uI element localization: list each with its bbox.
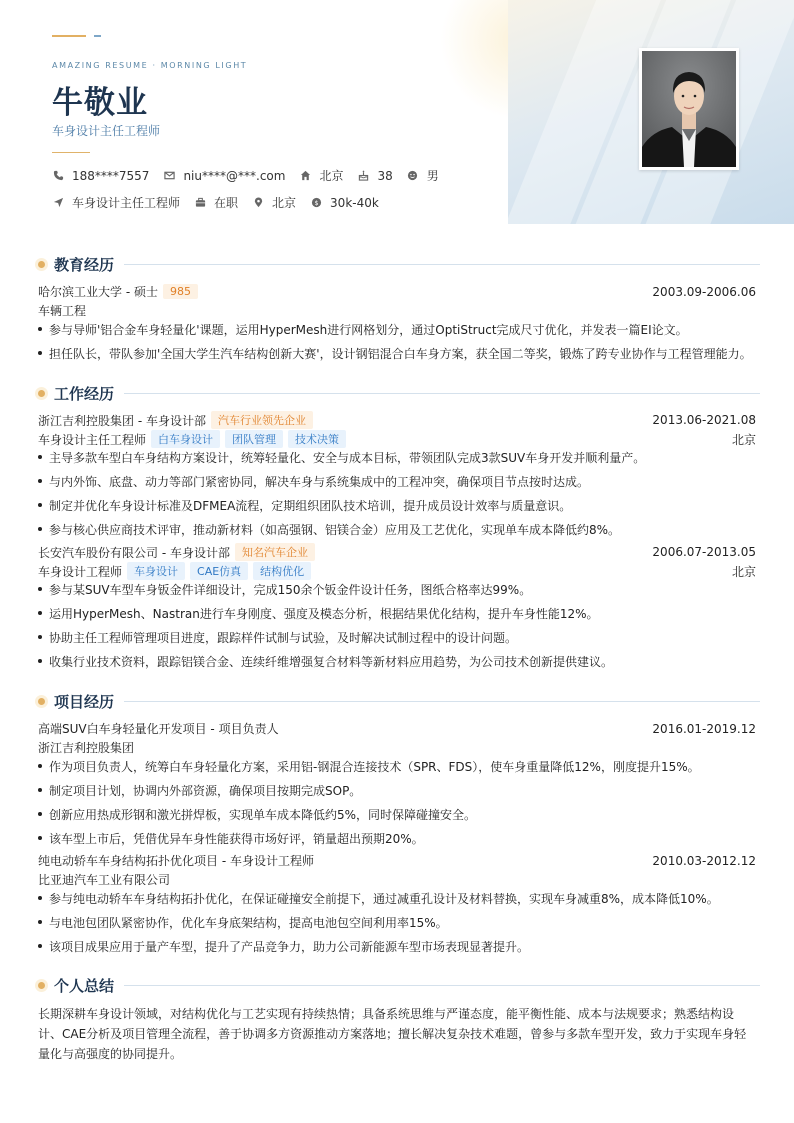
work-role-row [38,430,756,448]
work-entry-header [38,543,756,561]
phone-icon [52,170,64,182]
section-label: 项目经历 [54,693,115,711]
list-item: 担任队长，带队参加'全国大学生汽车结构创新大赛'，设计钢铝混合白车身方案，获全国二等奖，锻炼了跨专业协作与工程管理能力。 [38,345,767,362]
company-tag: 汽车行业领先企业 [211,411,313,429]
work-date: 2006.07-2013.05 [652,545,756,559]
divider [52,152,90,153]
skill-tag: 车身设计 [127,562,185,580]
skill-tag: 结构优化 [253,562,311,580]
role: 车身设计主任工程师 [38,432,147,447]
list-item: 参与某SUV车型车身钣金件详细设计，完成150余个钣金件设计任务，图纸合格率达99%。 [38,581,767,598]
skill-tag: 白车身设计 [151,430,220,448]
project-org-row [38,739,756,756]
candidate-name: 牛敬业 [52,85,148,121]
list-item: 制定项目计划，协调内外部资源，确保项目按期完成SOP。 [38,782,767,799]
salary-text: 30k-40k [330,195,379,210]
target-city-text: 北京 [272,196,297,210]
education-date: 2003.09-2006.06 [652,284,756,299]
project-org: 浙江吉利控股集团 [38,741,135,755]
skill-tag: CAE仿真 [190,562,248,580]
email-text: niu****@***.com [183,168,286,183]
work-city: 北京 [731,432,756,447]
school-name: 哈尔滨工业大学 - 硕士 [38,285,158,299]
project-date: 2010.03-2012.12 [652,853,756,868]
section-dot [38,390,45,397]
section-rule [124,701,760,702]
job-intent-row [52,194,393,211]
contact-row [52,167,453,184]
section-dot [38,261,45,268]
section-label: 工作经历 [54,385,115,403]
section-rule [124,985,760,986]
list-item: 运用HyperMesh、Nastran进行车身刚度、强度及模态分析，根据结果优化结构，提升车身性能12%。 [38,605,767,622]
section-label: 个人总结 [54,977,115,995]
cake-icon [357,170,369,182]
section-projects-title [34,691,760,712]
list-item: 主导多款车型白车身结构方案设计，统筹轻量化、安全与成本目标，带领团队完成3款SUV车身开发并顺利量产。 [38,449,767,466]
coin-icon [310,197,322,209]
section-rule [124,393,760,394]
list-item: 作为项目负责人，统筹白车身轻量化方案，采用铝-钢混合连接技术（SPR、FDS），使车身重量降低12%，刚度提升15%。 [38,758,767,775]
list-item: 创新应用热成形钢和激光拼焊板，实现单车成本降低约5%，同时保障碰撞安全。 [38,806,767,823]
age-text: 38 [377,168,393,183]
project-title: 高端SUV白车身轻量化开发项目 - 项目负责人 [38,722,279,736]
list-item: 制定并优化车身设计标准及DFMEA流程，定期组织团队技术培训，提升成员设计效率与质量意识。 [38,497,767,514]
profile-photo [639,48,739,170]
send-icon [52,197,64,209]
work-role-row [38,562,756,580]
list-item: 参与纯电动轿车车身结构拓扑优化，在保证碰撞安全前提下，通过减重孔设计及材料替换，实现车身减重8%，成本降低10%。 [38,890,767,907]
svg-text:$: $ [314,198,319,207]
home-icon [299,170,311,182]
section-label: 教育经历 [54,256,115,274]
gender-text: 男 [426,169,439,183]
list-item: 该车型上市后，凭借优异车身性能获得市场好评，销量超出预期20%。 [38,830,767,847]
skill-tag: 技术决策 [288,430,346,448]
briefcase-icon [194,197,206,209]
phone-text: 188****7557 [72,168,150,183]
resume-header [0,0,794,224]
target-position-text: 车身设计主任工程师 [72,196,181,210]
education-entry-header [38,283,756,300]
list-item: 协助主任工程师管理项目进度，跟踪样件试制与试验，及时解决试制过程中的设计问题。 [38,629,767,646]
eyebrow-text: AMAZING RESUME · MORNING LIGHT [52,61,248,70]
company-name: 长安汽车股份有限公司 - 车身设计部 [38,545,230,560]
hometown-text: 北京 [319,169,344,183]
project-date: 2016.01-2019.12 [652,721,756,736]
summary-text: 长期深耕车身设计领域，对结构优化与工艺实现有持续热情；具备系统思维与严谨态度，能平衡性能、成本与法规要求；熟悉结构设计、CAE分析及项目管理全流程，善于协调多方资源推动方案落地；擅长解决复杂技术难题，曾参与多款车型开发，致力于实现车身轻量化与高强度的协同提升。 [38,1007,747,1061]
section-dot [38,982,45,989]
list-item: 该项目成果应用于量产车型，提升了产品竞争力，助力公司新能源车型市场表现显著提升。 [38,938,767,955]
school-tag: 985 [163,284,198,299]
list-item: 收集行业技术资料，跟踪铝镁合金、连续纤维增强复合材料等新材料应用趋势，为公司技术创新提供建议。 [38,653,767,670]
list-item: 参与导师'铝合金车身轻量化'课题，运用HyperMesh进行网格划分，通过OptiStruct完成尺寸优化，并发表一篇EI论文。 [38,321,767,338]
mail-icon [163,170,175,182]
project-entry-header [38,720,756,737]
job-title: 车身设计主任工程师 [52,124,161,138]
section-dot [38,698,45,705]
section-work-title [34,383,760,404]
section-rule [124,264,760,265]
education-major-row [38,302,756,319]
status-text: 在职 [214,196,239,210]
major: 车辆工程 [38,304,87,318]
work-entry-header [38,411,756,429]
section-education-title [34,254,760,275]
project-entry-header [38,852,756,869]
company-tag: 知名汽车企业 [235,543,315,561]
work-date: 2013.06-2021.08 [652,413,756,427]
project-org-row [38,871,756,888]
list-item: 与电池包团队紧密协作，优化车身底架结构，提高电池包空间利用率15%。 [38,914,767,931]
list-item: 与内外饰、底盘、动力等部门紧密协同，解决车身与系统集成中的工程冲突，确保项目节点按时达成。 [38,473,767,490]
decor-line-blue [94,35,101,37]
decor-line-gold [52,35,86,37]
work-city: 北京 [731,564,756,579]
role: 车身设计工程师 [38,564,123,579]
section-summary-title [34,975,760,996]
list-item: 参与核心供应商技术评审，推动新材料（如高强钢、铝镁合金）应用及工艺优化，实现单车成本降低约8%。 [38,521,767,538]
project-title: 纯电动轿车车身结构拓扑优化项目 - 车身设计工程师 [38,854,314,868]
skill-tag: 团队管理 [225,430,283,448]
location-pin-icon [252,197,264,209]
gender-icon [407,170,419,182]
company-name: 浙江吉利控股集团 - 车身设计部 [38,413,206,428]
project-org: 比亚迪汽车工业有限公司 [38,873,171,887]
